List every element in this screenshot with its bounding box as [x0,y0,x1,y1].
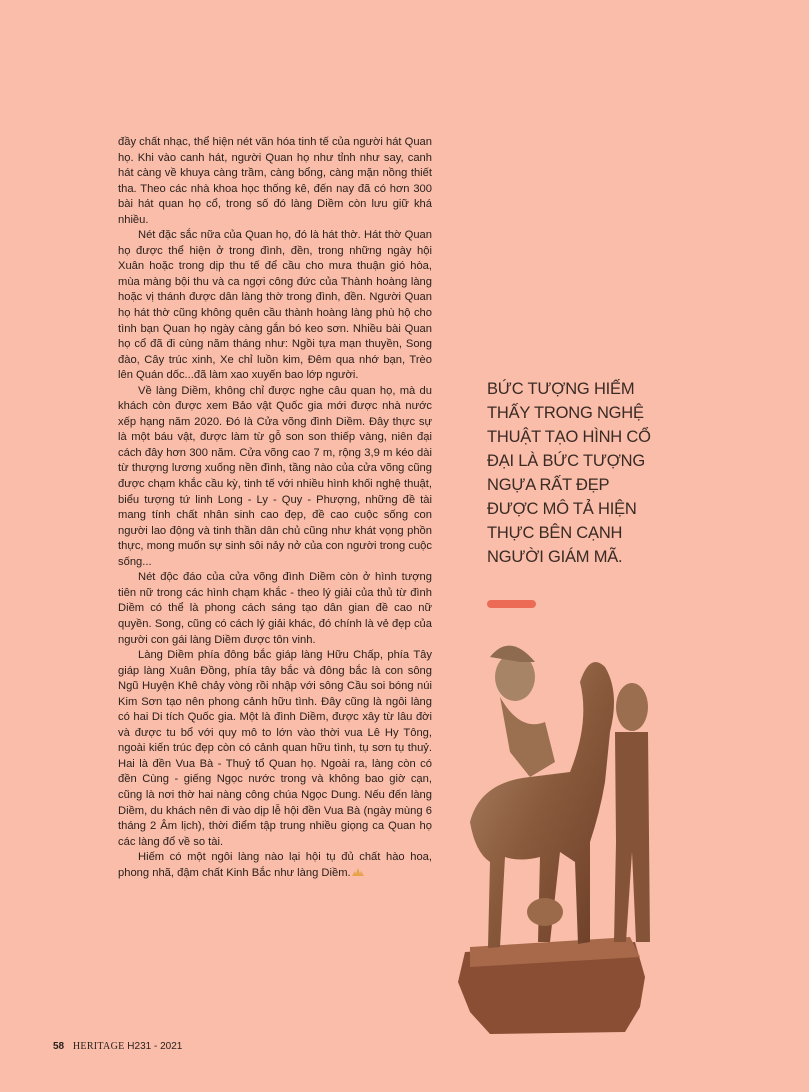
paragraph: Nét độc đáo của cửa võng đình Diềm còn ở hình tượng tiên nữ trong các hình chạm khắc - theo lý giải của thủ từ đình Diềm có thể là phong cách sáng tạo dân gian đề cao nữ quyền. Song, cũng có cách lý giải khác, đó chính là vẻ đẹp của người con gái làng Diềm được tôn vinh. [118,571,432,646]
lotus-end-icon [351,868,365,876]
article-body [118,135,432,881]
horse-statue-photo [450,612,650,1037]
final-paragraph [118,850,432,881]
issue-number: H231 - 2021 [127,1041,183,1052]
page-number: 58 [53,1041,65,1052]
paragraph-text: Hiếm có một ngôi làng nào lại hội tụ đủ chất hào hoa, phong nhã, đậm chất Kinh Bắc như làng Diềm. [118,851,432,879]
pull-quote-caption: BỨC TƯỢNG HIẾM THẤY TRONG NGHỆ THUẬT TẠO HÌNH CỔ ĐẠI LÀ BỨC TƯỢNG NGỰA RẤT ĐẸP ĐƯỢC MÔ TẢ HIỆN THỰC BÊN CẠNH NGƯỜI GIÁM MÃ. [487,380,651,566]
page-footer [53,1041,182,1052]
paragraph: đầy chất nhạc, thể hiện nét văn hóa tinh tế của người hát Quan họ. Khi vào canh hát, người Quan họ như tỉnh như say, canh hát càng về khuya càng trầm, càng bổng, càng mặn nồng thiết tha. Theo các nhà khoa học thống kê, đến nay đã có hơn 300 bài hát quan họ cổ, trong số đó làng Diềm còn lưu giữ khá nhiều. [118,136,432,226]
paragraph: Làng Diềm phía đông bắc giáp làng Hữu Chấp, phía Tây giáp làng Xuân Đồng, phía tây bắc và đông bắc là con sông Ngũ Huyện Khê chảy vòng rồi nhập với sông Cầu soi bóng núi Kim Sơn tạo nên phong cảnh hữu tình. Đây cũng là ngôi làng có hai Di tích Quốc gia. Một là đình Diềm, được xây từ lâu đời và được tu bổ với quy mô to lớn vào thời vua Lê Hy Tông, ngoài kiến trúc đẹp còn có cảnh quan hữu tình, tụ sơn tụ thuỷ. Hai là đền Vua Bà - Thuỷ tổ Quan họ. Ngoài ra, làng còn có đền Cùng - giếng Ngọc nước trong và không bao giờ cạn, cũng là nơi thờ hai nàng công chúa Ngọc Dung. Nếu đến làng Diềm, du khách nên đi vào dịp lễ hội đền Vua Bà (ngày mùng 6 tháng 2 Âm lịch), thời điểm tập trung nhiều giọng ca Quan họ các làng đổ về so tài. [118,649,432,848]
paragraph: Nét đặc sắc nữa của Quan họ, đó là hát thờ. Hát thờ Quan họ được thể hiện ở trong đình, đền, trong những ngày hội Xuân hoặc trong dịp thu tế để cầu cho mưa thuận gió hòa, mùa màng bội thu và ca ngợi công đức của Thành hoàng làng hoặc vị thánh được dân làng thờ trong đình, đền. Người Quan họ hát thờ cũng không quên cầu thành hoàng làng phù hộ cho tình bạn Quan họ ngày càng gắn bó keo sơn. Nhiều bài Quan họ cổ đã đi cùng năm tháng như: Ngồi tựa mạn thuyền, Song đào, Cây trúc xinh, Xe chỉ luồn kim, Đêm qua nhớ bạn, Trèo lên Quán dốc...đã làm xao xuyến bao lớp người. [118,229,432,382]
paragraph: Về làng Diềm, không chỉ được nghe câu quan họ, mà du khách còn được xem Bảo vật Quốc gia mới được nhà nước xếp hạng năm 2020. Đó là Cửa võng đình Diềm. Đây thực sự là một báu vật, được làm từ gỗ son son thiếp vàng, niên đại cách đây hơn 300 năm. Cửa võng cao 7 m, rộng 3,9 m kéo dài từ thượng lương xuống nền đình, tầng nào của cửa võng cũng được chạm khắc cầu kỳ, tinh tế với nhiều hình khối nghệ thuật, biểu tượng tứ linh Long - Ly - Quy - Phượng, những đề tài mang tính chất nhân sinh cao đẹp, đề cao cuộc sống con người lao động và tinh thần dân chủ cũng như khát vọng phồn thực, mong muốn sự sinh sôi nảy nở của con người trong cuộc sống... [118,384,432,568]
magazine-name: HERITAGE [72,1041,125,1052]
caption-accent-bar [487,600,536,608]
